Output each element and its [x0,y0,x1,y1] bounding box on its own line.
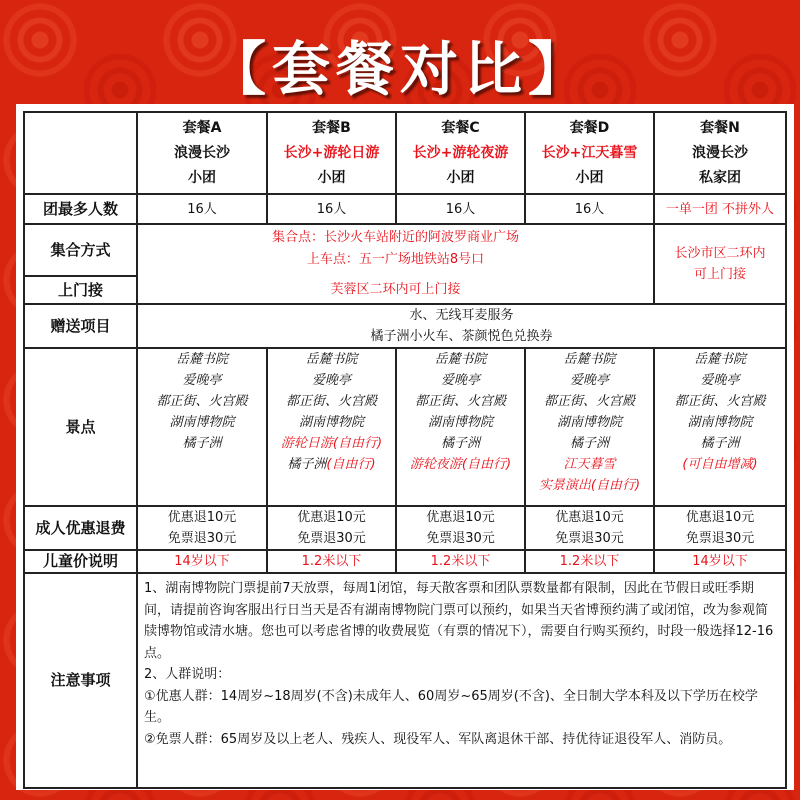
attraction-highlight: 江天暮雪 [563,457,616,472]
attraction: 岳麓书院 [175,352,228,367]
refund-line: 免票退30元 [167,531,237,546]
attraction: 橘子洲 [700,436,740,451]
gift-line: 水、无线耳麦服务 [409,308,514,323]
attraction: 岳麓书院 [563,352,616,367]
child-b: 1.2米以下 [267,550,396,573]
row-label: 上门接 [24,276,137,304]
attraction: 岳麓书院 [305,352,358,367]
attractions-b [267,348,396,506]
attraction-note: (可自由增减) [682,457,758,472]
child-c: 1.2米以下 [396,550,525,573]
package-name: 浪漫长沙 [174,144,230,161]
cell-a: 16人 [137,194,267,224]
attraction: 湖南博物院 [687,415,753,430]
package-name: 浪漫长沙 [692,144,748,161]
refund-line: 免票退30元 [685,531,755,546]
refund-n [654,506,786,550]
attraction-highlight: 游轮夜游(自由行) [409,457,512,472]
notes-cell [137,573,786,788]
package-type: 小团 [575,169,604,186]
refund-line: 优惠退10元 [685,510,755,525]
boarding-point: 上车点：五一广场地铁站8号口 [306,252,485,267]
package-code: 套餐C [441,119,480,136]
attraction: 爱晚亭 [569,373,609,388]
attraction: 橘子洲 [440,436,480,451]
row-label: 团最多人数 [24,194,137,224]
row-label: 集合方式 [24,224,137,276]
attraction: 岳麓书院 [434,352,487,367]
refund-a [137,506,267,550]
package-type: 私家团 [699,169,741,186]
attractions-c [396,348,525,506]
comparison-panel [16,104,794,790]
refund-line: 优惠退10元 [297,510,366,525]
attraction-note: (自由行) [326,457,376,472]
note-paragraph: 1、湖南博物院门票提前7天放票，每周1闭馆，每天散客票和团队票数量都有限制，因此在节假日或旺季期间，请提前咨询客服出行日当天是否有湖南博物院门票可以预约，如果当天省博预约满了或闭馆，改为参观简牍博物馆或清水塘。您也可以考虑省博的收费展览（有票的情况下），需要自行购买预约，时段一般选择12-16点。 [144,581,774,661]
attraction: 都正街、火宫殿 [414,394,506,409]
package-b-header [267,112,396,194]
notes-row [24,573,786,788]
attraction: 湖南博物院 [298,415,364,430]
row-label: 注意事项 [24,573,137,788]
pickup-info: 芙蓉区二环内可上门接 [330,282,461,297]
child-price-row [24,550,786,573]
corner-cell [24,112,137,194]
refund-line: 免票退30元 [555,531,624,546]
package-code: 套餐B [312,119,351,136]
package-name: 长沙+游轮日游 [283,144,380,161]
header-row [24,112,786,194]
attraction: 橘子洲 [569,436,609,451]
attractions-row [24,348,786,506]
meeting-pickup-cell [137,224,654,304]
attraction: 湖南博物院 [169,415,235,430]
refund-d [525,506,654,550]
package-n-header [654,112,786,194]
attractions-n [654,348,786,506]
gifts-cell [137,304,786,348]
attraction: 橘子洲 [287,457,327,472]
package-type: 小团 [317,169,346,186]
package-c-header [396,112,525,194]
refund-line: 免票退30元 [297,531,366,546]
row-label: 成人优惠退费 [24,506,137,550]
package-code: 套餐D [569,119,610,136]
refund-line: 免票退30元 [426,531,495,546]
attractions-d [525,348,654,506]
attraction: 岳麓书院 [693,352,746,367]
note-paragraph: 2、人群说明： [144,667,231,682]
attraction: 都正街、火宫殿 [543,394,635,409]
attraction: 爱晚亭 [440,373,480,388]
page-title: 【套餐对比】 [207,35,592,103]
attraction: 都正街、火宫殿 [285,394,377,409]
cell-b: 16人 [267,194,396,224]
row-label: 景点 [24,348,137,506]
n-meeting-line: 可上门接 [693,267,746,282]
attraction-highlight: 实景演出(自由行) [538,478,641,493]
gifts-row [24,304,786,348]
cell-d: 16人 [525,194,654,224]
package-name: 长沙+游轮夜游 [412,144,509,161]
cell-n: 一单一团 不拼外人 [654,194,786,224]
meeting-cell-n [654,224,786,304]
refund-row [24,506,786,550]
refund-b [267,506,396,550]
attraction: 都正街、火宫殿 [674,394,766,409]
package-code: 套餐A [182,119,222,136]
child-a: 14岁以下 [137,550,267,573]
refund-c [396,506,525,550]
attraction: 湖南博物院 [427,415,493,430]
row-label: 儿童价说明 [24,550,137,573]
max-people-row [24,194,786,224]
attraction: 爱晚亭 [700,373,740,388]
refund-line: 优惠退10元 [555,510,624,525]
row-label: 赠送项目 [24,304,137,348]
attraction: 橘子洲 [182,436,222,451]
attractions-a [137,348,267,506]
package-comparison-table [23,111,787,789]
refund-line: 优惠退10元 [426,510,495,525]
package-type: 小团 [188,169,216,186]
package-code: 套餐N [700,119,740,136]
spacer [138,271,653,279]
attraction-highlight: 游轮日游(自由行) [280,436,383,451]
child-n: 14岁以下 [654,550,786,573]
note-paragraph: ①优惠人群：14周岁~18周岁(不含)未成年人、60周岁~65周岁(不含)、全日制大学本科及以下学历在校学生。 [144,688,758,725]
cell-c: 16人 [396,194,525,224]
package-a-header [137,112,267,194]
note-paragraph: ②免票人群：65周岁及以上老人、残疾人、现役军人、军队离退休干部、持优待证退役军人、消防员。 [144,731,732,747]
gift-line: 橘子洲小火车、茶颜悦色兑换券 [370,329,553,344]
meeting-row [24,224,786,276]
attraction: 都正街、火宫殿 [156,394,248,409]
attraction: 爱晚亭 [182,373,222,388]
package-type: 小团 [446,169,475,186]
refund-line: 优惠退10元 [167,510,237,525]
n-meeting-line: 长沙市区二环内 [674,246,766,261]
attraction: 湖南博物院 [556,415,622,430]
package-d-header [525,112,654,194]
attraction: 爱晚亭 [311,373,351,388]
meeting-point: 集合点：长沙火车站附近的阿波罗商业广场 [271,230,519,245]
package-name: 长沙+江天暮雪 [541,144,638,161]
child-d: 1.2米以下 [525,550,654,573]
